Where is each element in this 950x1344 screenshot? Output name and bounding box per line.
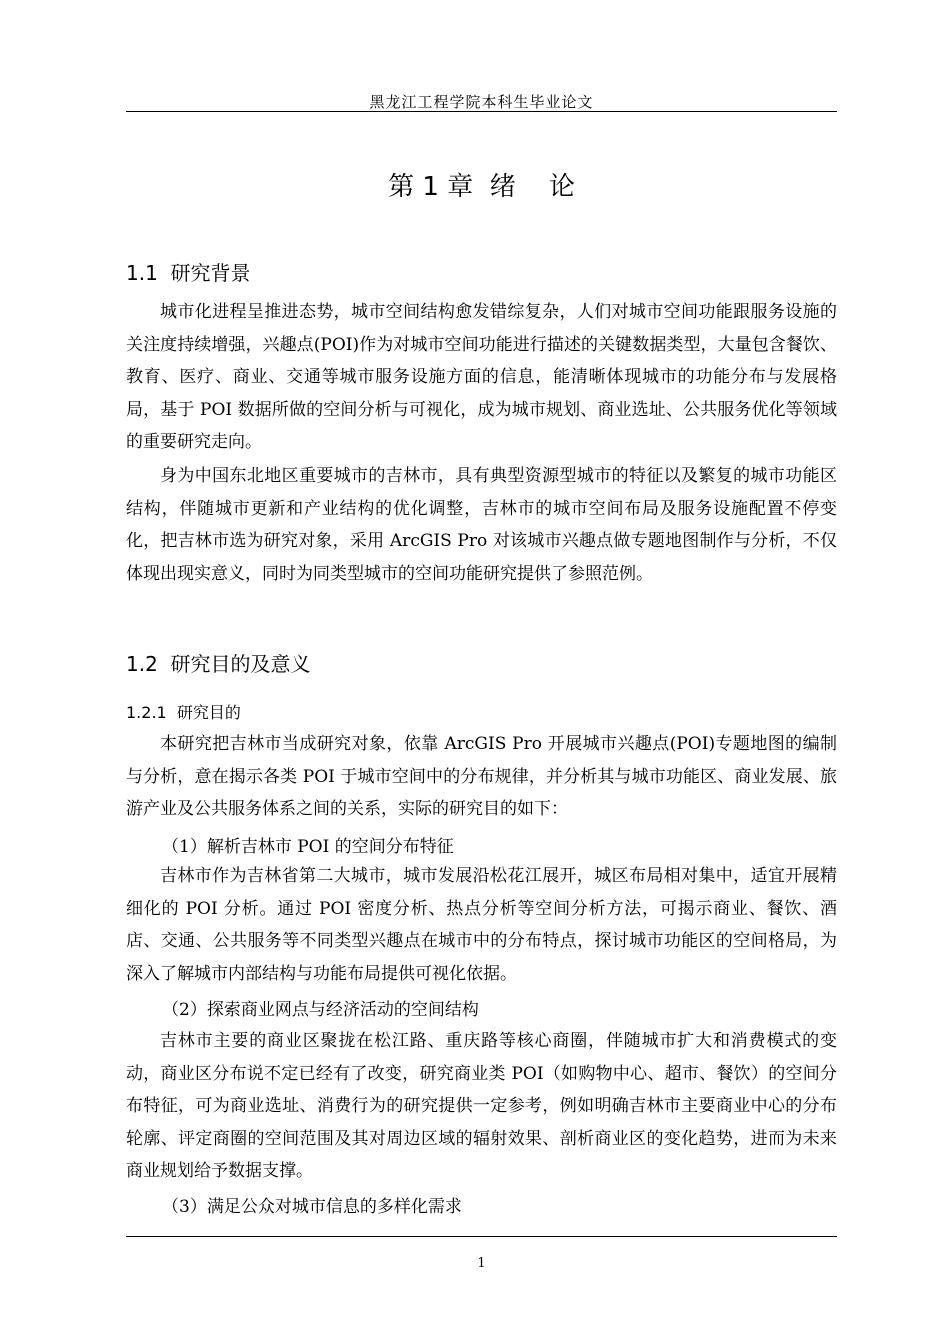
running-header: 黑龙江工程学院本科生毕业论文 bbox=[369, 93, 594, 111]
paragraph-item-2: 吉林市主要的商业区聚拢在松江路、重庆路等核心商圈，伴随城市扩大和消费模式的变动，商业区分布说不定已经有了改变，研究商业类 POI（如购物中心、超市、餐饮）的空间分布特征，可为商业选址、消费行为的研究提供一定参考，例如明确吉林市主要商业中心的分布轮廓、评定商圈的空间范围及其对周边区域的辐射效果、剖析商业区的变化趋势，进而为未来商业规划给予数据支撑。 bbox=[126, 1031, 837, 1182]
page-number: 1 bbox=[477, 1256, 486, 1271]
section-heading-1-2-1: 1.2.1 研究目的 bbox=[126, 703, 241, 722]
paragraph-purpose-intro: 本研究把吉林市当成研究对象，依靠 ArcGIS Pro 开展城市兴趣点(POI)专题地图的编制与分析，意在揭示各类 POI 于城市空间中的分布规律，并分析其与城市功能区、商业发展、旅游产业及公共服务体系之间的关系，实际的研究目的如下： bbox=[126, 734, 837, 820]
section-heading-1-2: 1.2 研究目的及意义 bbox=[126, 652, 311, 676]
list-item-2: （2）探索商业网点与经济活动的空间结构 bbox=[162, 1000, 479, 1020]
list-item-3: （3）满足公众对城市信息的多样化需求 bbox=[162, 1197, 462, 1217]
footer-divider bbox=[126, 1236, 837, 1237]
chapter-title: 第 1 章 绪 论 bbox=[388, 172, 575, 202]
list-item-1: （1）解析吉林市 POI 的空间分布特征 bbox=[162, 837, 454, 857]
header-divider bbox=[126, 111, 837, 112]
section-heading-1-1: 1.1 研究背景 bbox=[126, 261, 251, 285]
paragraph-background-2: 身为中国东北地区重要城市的吉林市，具有典型资源型城市的特征以及繁复的城市功能区结构，伴随城市更新和产业结构的优化调整，吉林市的城市空间布局及服务设施配置不停变化，把吉林市选为研究对象，采用 ArcGIS Pro 对该城市兴趣点做专题地图制作与分析，不仅体现出现实意义，同时为同类型城市的空间功能研究提供了参照范例。 bbox=[126, 466, 837, 584]
paragraph-item-1: 吉林市作为吉林省第二大城市，城市发展沿松花江展开，城区布局相对集中，适宜开展精细化的 POI 分析。通过 POI 密度分析、热点分析等空间分析方法，可揭示商业、餐饮、酒店、交通、公共服务等不同类型兴趣点在城市中的分布特点，探讨城市功能区的空间格局，为深入了解城市内部结构与功能布局提供可视化依据。 bbox=[126, 866, 837, 984]
paragraph-background-1: 城市化进程呈推进态势，城市空间结构愈发错综复杂，人们对城市空间功能跟服务设施的关注度持续增强，兴趣点(POI)作为对城市空间功能进行描述的关键数据类型，大量包含餐饮、教育、医疗、商业、交通等城市服务设施方面的信息，能清晰体现城市的功能分布与发展格局，基于 POI 数据所做的空间分析与可视化，成为城市规划、商业选址、公共服务优化等领域的重要研究走向。 bbox=[126, 302, 837, 453]
